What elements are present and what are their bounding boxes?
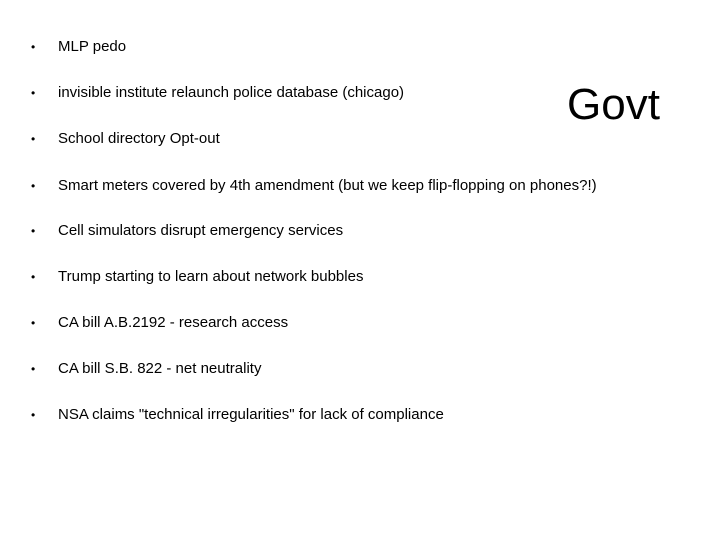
- bullet-text: NSA claims "technical irregularities" for lack of compliance: [58, 406, 444, 423]
- bullet-dot: •: [31, 132, 36, 146]
- bullet-text: invisible institute relaunch police database (chicago): [58, 84, 405, 101]
- bullet-dot: •: [31, 224, 36, 238]
- bullet-text: Trump starting to learn about network bubbles: [58, 268, 364, 285]
- bullet-dot: •: [31, 270, 36, 284]
- bullet-dot: •: [31, 86, 36, 100]
- bullet-dot: •: [31, 408, 36, 422]
- bullet-dot: •: [31, 316, 36, 330]
- slide-title: Govt: [567, 80, 660, 129]
- bullet-text: School directory Opt-out: [58, 130, 220, 147]
- bullet-text: Cell simulators disrupt emergency services: [58, 222, 344, 239]
- bullet-text: CA bill A.B.2192 - research access: [58, 314, 289, 331]
- bullet-dot: •: [31, 179, 36, 193]
- bullet-dot: •: [31, 40, 36, 54]
- bullet-text: CA bill S.B. 822 - net neutrality: [58, 360, 262, 377]
- bullet-text: Smart meters covered by 4th amendment (but we keep flip-flopping on phones?!): [58, 177, 597, 194]
- bullet-text: MLP pedo: [58, 38, 127, 55]
- bullet-dot: •: [31, 362, 36, 376]
